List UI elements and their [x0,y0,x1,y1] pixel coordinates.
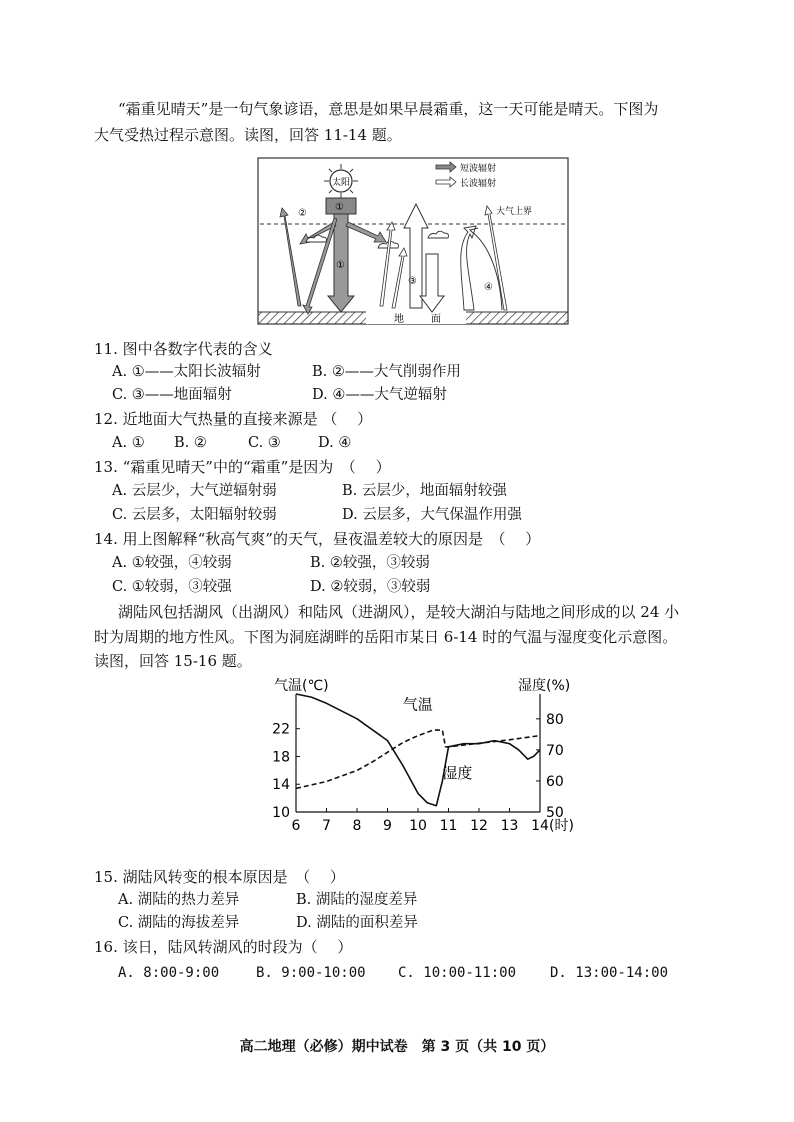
intro2-line2: 时为周期的地方性风。下图为洞庭湖畔的岳阳市某日 6-14 时的气温与湿度变化示意图。 [94,628,678,646]
q16-option-c[interactable]: C. 10:00-11:00 [398,965,517,981]
q14-option-c[interactable]: C. ①较弱，③较强 [112,579,232,595]
num1-mid: ① [336,260,345,271]
plot-area [272,694,574,834]
q15-option-d[interactable]: D. 湖陆的面积差异 [296,915,418,931]
q15-option-c[interactable]: C. 湖陆的海拔差异 [118,915,240,931]
temperature-series-label: 气温 [402,695,433,714]
x-unit-label: (时) [549,818,574,834]
x-tick-label: 7 [322,818,331,834]
q11-stem: 11. 图中各数字代表的含义 [94,340,273,358]
q13-option-a[interactable]: A. 云层少，大气逆辐射弱 [112,483,277,499]
intro1-line2: 大气受热过程示意图。读图，回答 11-14 题。 [94,126,402,144]
num4: ④ [484,282,493,293]
q16-option-b[interactable]: B. 9:00-10:00 [256,965,366,981]
right-y-tick-label: 60 [546,773,564,790]
left-y-tick-label: 18 [272,749,290,766]
ground-label-2: 面 [431,314,441,325]
x-tick-label: 12 [470,818,488,834]
intro2-line1: 湖陆风包括湖风（出湖风）和陆风（进湖风），是较大湖泊与陆地之间形成的以 24 小 [118,603,680,621]
q16-stem: 16. 该日，陆风转湖风的时段为（ ） [94,938,353,956]
q13-option-d[interactable]: D. 云层多，大气保温作用强 [342,507,522,523]
num2: ② [298,208,307,219]
series-line-temperature [296,730,540,788]
right-axis-label: 湿度(%) [518,678,571,694]
right-y-tick-label: 70 [546,742,564,759]
q13-stem: 13. “霜重见晴天”中的“霜重”是因为 （ ） [94,458,391,476]
q12-option-b[interactable]: B. ② [174,435,207,451]
intro2-line3: 读图，回答 15-16 题。 [94,652,252,670]
left-axis-label: 气温(℃) [274,678,329,694]
atmosphere-top-label: 大气上界 [496,207,533,217]
ground-label-1: 地 [394,314,404,325]
legend-short-wave: 短波辐射 [460,164,497,174]
q14-option-b[interactable]: B. ②较强，③较弱 [310,555,430,571]
left-y-tick-label: 22 [272,721,290,738]
x-tick-label: 6 [291,818,301,834]
num3: ③ [408,276,417,287]
q11-option-b[interactable]: B. ②——大气削弱作用 [312,364,461,380]
q12-stem: 12. 近地面大气热量的直接来源是 （ ） [94,410,373,428]
x-tick-label: 8 [352,818,362,834]
left-y-tick-label: 14 [272,777,290,794]
intro1-line1: “霜重见晴天”是一句气象谚语，意思是如果早晨霜重，这一天可能是晴天。下图为 [118,100,659,118]
q13-option-c[interactable]: C. 云层多，太阳辐射较弱 [112,507,277,523]
q15-option-a[interactable]: A. 湖陆的热力差异 [118,892,240,908]
legend-long-wave: 长波辐射 [460,179,497,189]
q15-option-b[interactable]: B. 湖陆的湿度差异 [296,892,418,908]
q12-option-d[interactable]: D. ④ [318,435,352,451]
q12-option-a[interactable]: A. ① [112,435,145,451]
q14-stem: 14. 用上图解释“秋高气爽”的天气，昼夜温差较大的原因是 （ ） [94,530,541,548]
q12-option-c[interactable]: C. ③ [248,435,281,451]
q11-option-c[interactable]: C. ③——地面辐射 [112,387,232,403]
ground-label-box [366,311,466,324]
q11-option-a[interactable]: A. ①——太阳长波辐射 [112,364,261,380]
sun-label: 太阳 [332,178,351,188]
right-y-tick-label: 80 [546,711,564,728]
atmosphere-heating-diagram [256,156,572,326]
left-y-tick-label: 10 [272,805,290,821]
x-tick-label: 13 [500,818,519,834]
q16-option-a[interactable]: A. 8:00-9:00 [118,965,220,981]
q14-option-a[interactable]: A. ①较强，④较弱 [112,555,232,571]
q13-option-b[interactable]: B. 云层少，地面辐射较强 [342,483,507,499]
x-tick-label: 14 [531,818,549,834]
x-tick-label: 11 [439,818,458,834]
q11-option-d[interactable]: D. ④——大气逆辐射 [312,387,447,403]
q15-stem: 15. 湖陆风转变的根本原因是 （ ） [94,868,345,886]
num1-top: ① [335,202,344,213]
right-y-tick-label: 50 [546,805,564,821]
temp-humidity-chart [260,670,600,842]
humidity-series-label: 湿度 [442,763,473,782]
q16-option-d[interactable]: D. 13:00-14:00 [550,965,669,981]
page-footer: 高二地理（必修）期中试卷 第 3 页（共 10 页） [239,1039,555,1055]
x-tick-label: 10 [409,818,427,834]
x-tick-label: 9 [383,818,392,834]
q14-option-d[interactable]: D. ②较弱，③较弱 [310,579,431,595]
